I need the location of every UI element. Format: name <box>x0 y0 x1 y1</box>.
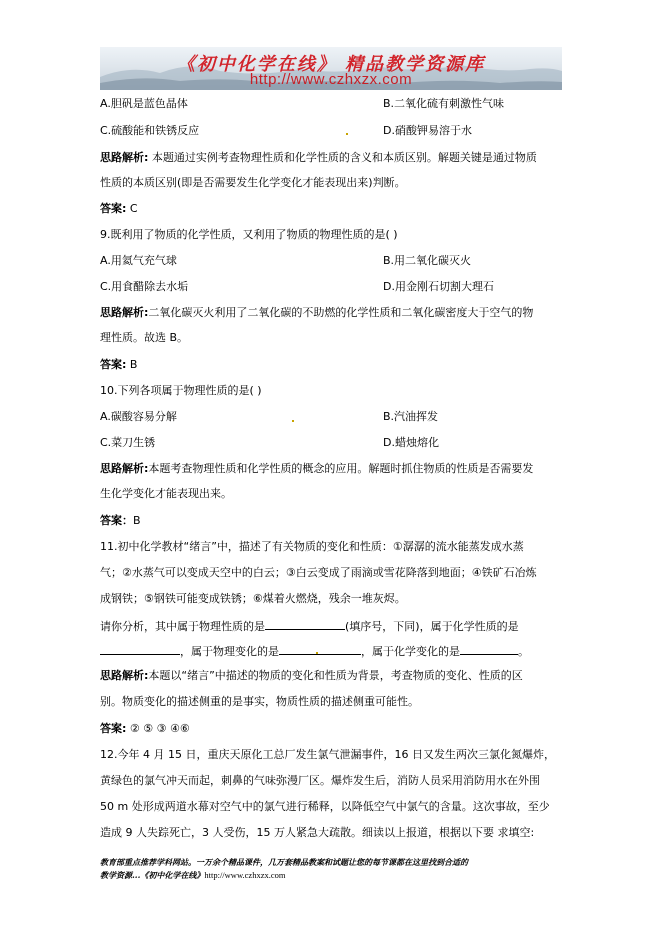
q9-option-b: B.用二氧化碳灭火 <box>383 254 472 267</box>
answer-value: C <box>129 202 138 215</box>
analysis-text: 本题以“绪言”中描述的物质的变化和性质为背景，考查物质的变化、性质的区 <box>148 669 523 682</box>
analysis-label: 思路解析: <box>100 151 149 164</box>
q10-option-a: A.碳酸容易分解 <box>100 410 177 423</box>
answer-blank[interactable] <box>279 643 361 655</box>
q11-answer <box>100 722 190 736</box>
q8-option-d: D.硝酸钾易溶于水 <box>383 124 472 137</box>
q11-analysis-line1 <box>100 669 523 683</box>
q8-analysis-line2: 性质的本质区别(即是否需要发生化学变化才能表现出来)判断。 <box>100 176 406 189</box>
q9-analysis-line1 <box>100 306 533 320</box>
q10-analysis-line1 <box>100 462 533 476</box>
answer-blank[interactable] <box>460 643 518 655</box>
banner-url[interactable]: http://www.czhxzx.com <box>249 71 413 88</box>
q9-stem: 9.既利用了物质的化学性质，又利用了物质的物理性质的是( ) <box>100 228 398 241</box>
q11-fill-line1 <box>100 618 519 634</box>
analysis-text: 本题通过实例考查物理性质和化学性质的含义和本质区别。解题关键是通过物质 <box>151 151 537 164</box>
q10-option-c: C.菜刀生锈 <box>100 436 156 449</box>
fill-text: (填序号，下同)，属于化学性质的是 <box>345 620 519 633</box>
q8-answer <box>100 202 138 216</box>
q12-line1: 12.今年 4 月 15 日，重庆天原化工总厂发生氯气泄漏事件，16 日又发生两次三氯化氮爆炸， <box>100 748 555 761</box>
q10-stem: 10.下列各项属于物理性质的是( ) <box>100 384 262 397</box>
q9-option-d: D.用金刚石切割大理石 <box>383 280 494 293</box>
fill-text: ，属于化学变化的是 <box>361 645 460 658</box>
footer-line2 <box>100 869 468 882</box>
banner-title: 《初中化学在线》 精品教学资源库 <box>176 54 486 75</box>
q10-answer <box>100 514 141 528</box>
q9-analysis-line2: 理性质。故选 B。 <box>100 331 189 344</box>
footer-site-name: 教学资源...《初中化学在线》 <box>100 870 205 880</box>
q12-line3: 50 m 处形成两道水幕对空气中的氯气进行稀释，以降低空气中氯气的含量。这次事故，至少 <box>100 800 550 813</box>
q8-option-c: C.硫酸能和铁锈反应 <box>100 124 200 137</box>
q11-analysis-line2: 别。物质变化的描述侧重的是事实，物质性质的描述侧重可能性。 <box>100 695 419 708</box>
answer-label: 答案: <box>100 722 127 735</box>
q8-option-a: A.胆矾是蓝色晶体 <box>100 97 188 110</box>
answer-value: ② ⑤ ③ ④⑥ <box>129 722 190 735</box>
decorative-dot <box>346 133 348 135</box>
q10-option-b: B.汽油挥发 <box>383 410 439 423</box>
answer-label: 答案： <box>100 514 133 527</box>
decorative-dot <box>292 420 294 422</box>
analysis-label: 思路解析: <box>100 669 149 682</box>
answer-value: B <box>133 514 141 527</box>
answer-blank[interactable] <box>265 618 345 630</box>
q8-option-b: B.二氧化硫有刺激性气味 <box>383 97 505 110</box>
q11-stem-line1: 11.初中化学教材“绪言”中，描述了有关物质的变化和性质：①潺潺的流水能蒸发成水蒸 <box>100 540 524 553</box>
fill-text: 请你分析，其中属于物理性质的是 <box>100 620 265 633</box>
q10-option-d: D.蜡烛熔化 <box>383 436 439 449</box>
q11-stem-line2: 气；②水蒸气可以变成天空中的白云；③白云变成了雨滴或雪花降落到地面；④铁矿石冶炼 <box>100 566 537 579</box>
q12-line4: 造成 9 人失踪死亡，3 人受伤，15 万人紧急大疏散。细读以上报道，根据以下要 求填空: <box>100 826 535 839</box>
header-banner <box>100 47 562 90</box>
footer-line1: 教育部重点推荐学科网站。一万余个精品课件，几万套精品教案和试题让您的每节课都在这里找到合适的 <box>100 857 468 867</box>
answer-value: B <box>129 358 138 371</box>
page-footer <box>100 856 468 882</box>
answer-label: 答案: <box>100 202 127 215</box>
answer-blank[interactable] <box>100 643 180 655</box>
analysis-label: 思路解析: <box>100 306 149 319</box>
q12-line2: 黄绿色的氯气冲天而起，刺鼻的气味弥漫厂区。爆炸发生后，消防人员采用消防用水在外围 <box>100 774 540 787</box>
analysis-text: 本题考查物理性质和化学性质的概念的应用。解题时抓住物质的性质是否需要发 <box>148 462 534 475</box>
analysis-text: 二氧化碳灭火利用了二氧化碳的不助燃的化学性质和二氧化碳密度大于空气的物 <box>148 306 534 319</box>
fill-text: 。 <box>518 645 529 658</box>
fill-text: ，属于物理变化的是 <box>180 645 279 658</box>
q11-stem-line3: 成钢铁；⑤钢铁可能变成铁锈；⑥煤着火燃烧，残余一堆灰烬。 <box>100 592 406 605</box>
footer-url[interactable]: http://www.czhxzx.com <box>204 870 286 880</box>
q10-analysis-line2: 生化学变化才能表现出来。 <box>100 487 232 500</box>
q11-fill-line2 <box>100 643 529 659</box>
q8-analysis-line1 <box>100 151 537 165</box>
q9-option-c: C.用食醋除去水垢 <box>100 280 189 293</box>
analysis-label: 思路解析: <box>100 462 149 475</box>
answer-label: 答案: <box>100 358 127 371</box>
q9-answer <box>100 358 137 372</box>
decorative-dot <box>316 652 318 654</box>
q9-option-a: A.用氦气充气球 <box>100 254 177 267</box>
